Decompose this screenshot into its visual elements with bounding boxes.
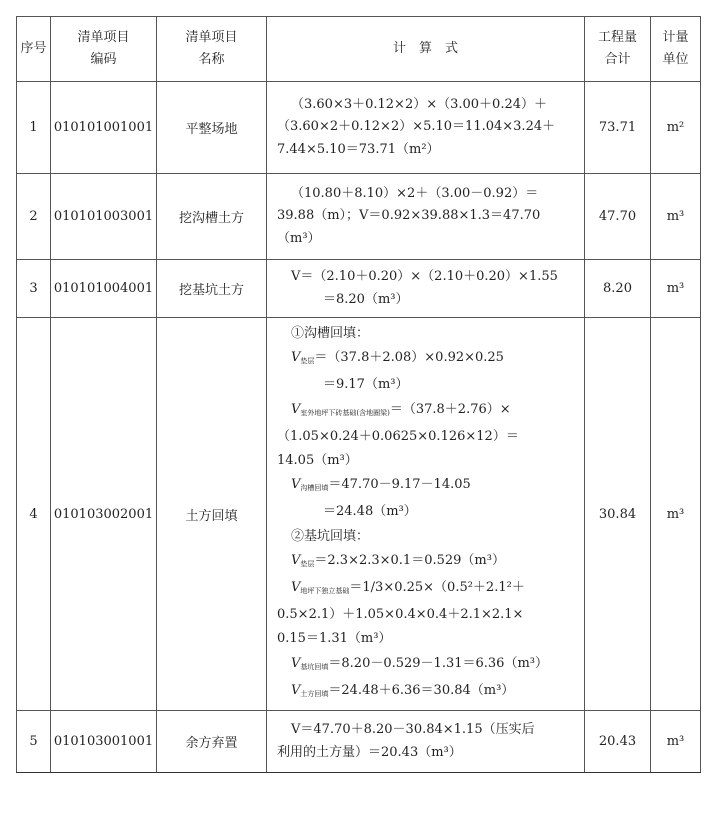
- header-formula: 计 算 式: [267, 17, 585, 82]
- row-quantity: 30.84: [585, 318, 651, 711]
- row-code: 010101003001: [51, 174, 157, 260]
- row-name: 平整场地: [157, 82, 267, 174]
- row-quantity: 47.70: [585, 174, 651, 260]
- header-name: 清单项目 名称: [157, 17, 267, 82]
- row-no: 3: [17, 260, 51, 318]
- row-no: 5: [17, 711, 51, 773]
- row-quantity: 8.20: [585, 260, 651, 318]
- table-row: [17, 174, 701, 260]
- row-name: 余方弃置: [157, 711, 267, 773]
- header-row: [17, 17, 701, 82]
- row-code: 010101004001: [51, 260, 157, 318]
- bill-of-quantities-table: [16, 16, 701, 773]
- row-unit: m³: [651, 174, 701, 260]
- row-no: 4: [17, 318, 51, 711]
- row-code: 010101001001: [51, 82, 157, 174]
- row-name: 土方回填: [157, 318, 267, 711]
- table-row: [17, 82, 701, 174]
- row-unit: m³: [651, 260, 701, 318]
- row-name: 挖基坑土方: [157, 260, 267, 318]
- header-code: 清单项目 编码: [51, 17, 157, 82]
- row-formula: ①沟槽回填： $V_{垫层}=(37.8+2.08)\times 0.92\times 0.25$ ＝9.17（m³） $V_{室外地坪下砖基础(含地圈梁)}=(37.8+2.76)\times$ （1.05×0.24＋0.0625×0.126×12）＝ 14.05（m³） $V_{沟槽回填}=47.70-9.17-14.05$ ＝24.48（m³） ②基坑回填： $V_{垫层}=2.3\times 2.3\times 0.1=0.529(m^3)$ $V_{地坪下独立基础}=1/3\times 0.25\times(0.5^2+2.1^2+$ 0.5×2.1）＋1.05×0.4×0.4＋2.1×2.1× 0.15＝1.31（m³） $V_{基坑回填}=8.20-0.529-1.31=6.36(m^3)$ $V_{土方回填}=24.48+6.36=30.84(m^3)$: [267, 318, 585, 711]
- row-quantity: 73.71: [585, 82, 651, 174]
- row-unit: m²: [651, 82, 701, 174]
- row-formula: （10.80＋8.10）×2＋（3.00－0.92）＝ 39.88（m）；V＝0.92×39.88×1.3＝47.70 （m³）: [267, 174, 585, 260]
- table-row: [17, 711, 701, 773]
- row-quantity: 20.43: [585, 711, 651, 773]
- row-code: 010103001001: [51, 711, 157, 773]
- table-row: [17, 318, 701, 711]
- row-unit: m³: [651, 318, 701, 711]
- header-no: 序号: [17, 17, 51, 82]
- row-formula: V＝47.70＋8.20－30.84×1.15（压实后 利用的土方量）＝20.43（m³）: [267, 711, 585, 773]
- row-no: 2: [17, 174, 51, 260]
- header-quantity: 工程量 合计: [585, 17, 651, 82]
- row-no: 1: [17, 82, 51, 174]
- row-formula: （3.60×3＋0.12×2）×（3.00＋0.24）＋ （3.60×2＋0.12×2）×5.10＝11.04×3.24＋ 7.44×5.10＝73.71（m²）: [267, 82, 585, 174]
- row-unit: m³: [651, 711, 701, 773]
- table-row: [17, 260, 701, 318]
- header-unit: 计量 单位: [651, 17, 701, 82]
- row-formula: V＝（2.10＋0.20）×（2.10＋0.20）×1.55 ＝8.20（m³）: [267, 260, 585, 318]
- row-code: 010103002001: [51, 318, 157, 711]
- row-name: 挖沟槽土方: [157, 174, 267, 260]
